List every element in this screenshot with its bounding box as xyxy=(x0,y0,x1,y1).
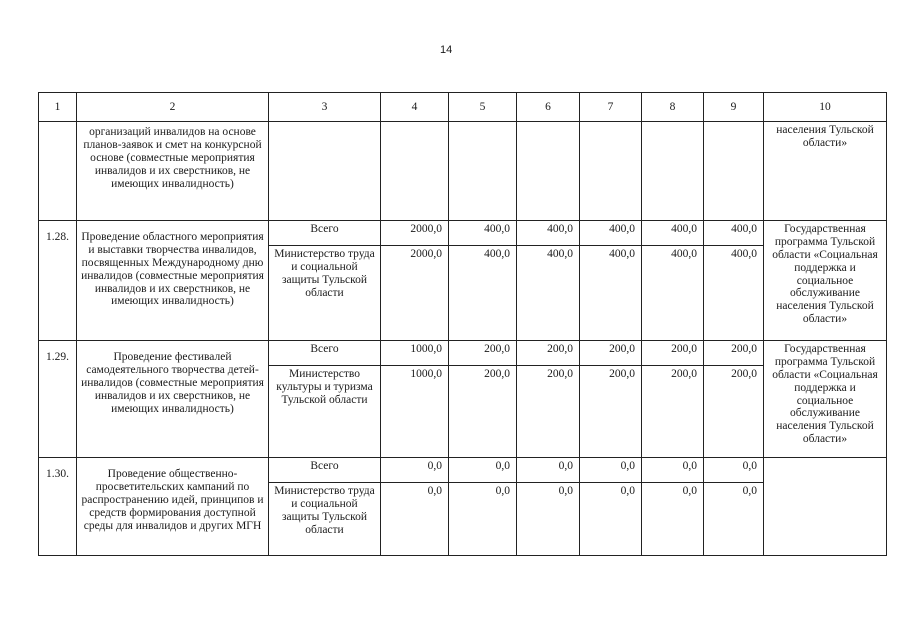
value-cell: 400,0 xyxy=(642,221,704,246)
source-cell: Министерство труда и социальной защиты Тульской области xyxy=(269,483,381,556)
value-cell: 400,0 xyxy=(580,221,642,246)
value-cell: 0,0 xyxy=(704,458,764,483)
total-label-cell: Всего xyxy=(269,341,381,366)
value-cell: 1000,0 xyxy=(381,341,449,366)
value-cell: 0,0 xyxy=(580,458,642,483)
value-cell: 0,0 xyxy=(449,483,517,556)
source-cell: Министерство труда и социальной защиты Тульской области xyxy=(269,246,381,341)
value-cell: 200,0 xyxy=(449,366,517,458)
row-number-cell: 1.28. xyxy=(39,221,77,341)
header-cell: 6 xyxy=(517,93,580,122)
row-number-cell xyxy=(39,122,77,221)
value-cell: 0,0 xyxy=(642,458,704,483)
value-cell: 200,0 xyxy=(449,341,517,366)
header-cell: 2 xyxy=(77,93,269,122)
program-cell xyxy=(764,458,887,556)
table-row-total xyxy=(39,341,887,366)
source-cell: Министерство культуры и туризма Тульской области xyxy=(269,366,381,458)
measures-table xyxy=(38,92,887,556)
header-cell: 7 xyxy=(580,93,642,122)
value-cell: 200,0 xyxy=(580,341,642,366)
value-cell: 2000,0 xyxy=(381,246,449,341)
value-cell: 0,0 xyxy=(449,458,517,483)
value-cell: 400,0 xyxy=(704,246,764,341)
value-cell: 400,0 xyxy=(517,221,580,246)
header-row xyxy=(39,93,887,122)
value-cell: 0,0 xyxy=(381,458,449,483)
header-cell: 1 xyxy=(39,93,77,122)
value-cell: 400,0 xyxy=(449,221,517,246)
value-cell: 200,0 xyxy=(704,341,764,366)
value-cell: 0,0 xyxy=(580,483,642,556)
page-number: 14 xyxy=(440,44,453,56)
header-cell: 9 xyxy=(704,93,764,122)
value-cell: 0,0 xyxy=(704,483,764,556)
value-cell: 0,0 xyxy=(642,483,704,556)
value-cell: 400,0 xyxy=(580,246,642,341)
value-cell: 2000,0 xyxy=(381,221,449,246)
total-label-cell: Всего xyxy=(269,458,381,483)
value-cell: 400,0 xyxy=(517,246,580,341)
value-cell: 0,0 xyxy=(381,483,449,556)
table-row-continuation xyxy=(39,122,887,221)
measure-name-cell: организаций инвалидов на основе планов-заявок и смет на конкурсной основе (совместные мероприятия инвалидов и их сверстников, не имеющих инвалидность) xyxy=(77,122,269,221)
program-cell: Государственная программа Тульской области «Социальная поддержка и социальное обслуживание населения Тульской области» xyxy=(764,221,887,341)
value-cell: 200,0 xyxy=(704,366,764,458)
value-cell: 200,0 xyxy=(642,366,704,458)
program-cell: Государственная программа Тульской области «Социальная поддержка и социальное обслуживание населения Тульской области» xyxy=(764,341,887,458)
value-cell: 200,0 xyxy=(580,366,642,458)
header-cell: 8 xyxy=(642,93,704,122)
measure-name-cell: Проведение областного мероприятия и выставки творчества инвалидов, посвященных Международному дню инвалидов (совместные мероприятия инвалидов и их сверстников, не имеющих инвалидность) xyxy=(77,221,269,341)
header-cell: 5 xyxy=(449,93,517,122)
value-cell: 400,0 xyxy=(704,221,764,246)
value-cell: 200,0 xyxy=(517,341,580,366)
value-cell: 1000,0 xyxy=(381,366,449,458)
value-cell: 400,0 xyxy=(642,246,704,341)
header-cell: 3 xyxy=(269,93,381,122)
measure-name-cell: Проведение общественно-просветительских кампаний по распространению идей, принципов и средств формирования доступной среды для инвалидов и других МГН xyxy=(77,458,269,556)
total-label-cell: Всего xyxy=(269,221,381,246)
table-row-total xyxy=(39,458,887,483)
row-number-cell: 1.29. xyxy=(39,341,77,458)
header-cell: 4 xyxy=(381,93,449,122)
value-cell: 200,0 xyxy=(642,341,704,366)
value-cell: 400,0 xyxy=(449,246,517,341)
header-cell: 10 xyxy=(764,93,887,122)
value-cell: 200,0 xyxy=(517,366,580,458)
measure-name-cell: Проведение фестивалей самодеятельного творчества детей-инвалидов (совместные мероприятия инвалидов и их сверстников, не имеющих инвалидность) xyxy=(77,341,269,458)
value-cell: 0,0 xyxy=(517,483,580,556)
source-cell xyxy=(269,122,381,221)
value-cell: 0,0 xyxy=(517,458,580,483)
table-row-total xyxy=(39,221,887,246)
program-cell: населения Тульской области» xyxy=(764,122,887,221)
row-number-cell: 1.30. xyxy=(39,458,77,556)
